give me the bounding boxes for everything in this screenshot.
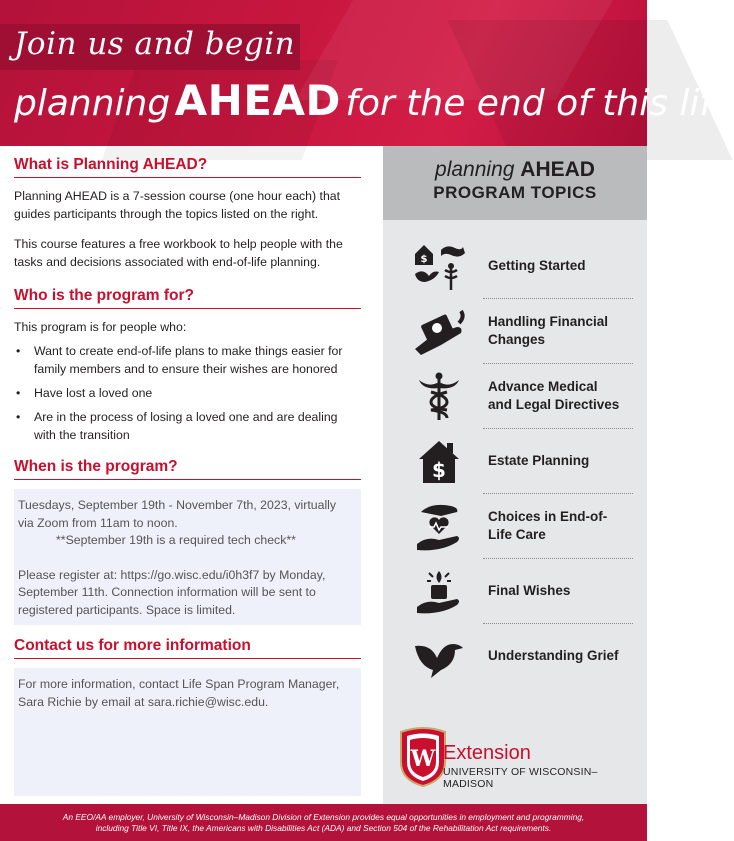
heart-hands-icon	[411, 500, 467, 552]
who-bullet-list	[14, 342, 361, 444]
headline-big: AHEAD	[174, 76, 341, 125]
topic-label: Final Wishes	[488, 583, 571, 598]
getting-started-icon	[411, 240, 467, 292]
house-dollar-icon	[411, 435, 467, 487]
list-item: • Want to create end-of-life plans to make things easier for family members and to ensure their wishes are honored	[14, 342, 361, 378]
when-infobox	[14, 489, 361, 625]
university-name: UNIVERSITY OF WISCONSIN–MADISON	[443, 766, 598, 790]
section-when-heading: When is the program?	[14, 458, 361, 480]
topic-label: Understanding Grief	[488, 648, 619, 663]
topic-label: Choices in End-of-Life Care	[488, 509, 608, 542]
topic-label: Handling Financial Changes	[488, 314, 609, 347]
crest-letter: W	[410, 746, 436, 772]
money-hand-icon	[411, 305, 467, 357]
footer-line-2: including Title VI, Title IX, the Americans with Disabilities Act (ADA) and Section 504 of the Rehabilitation Act requirements.	[95, 823, 552, 833]
footer	[0, 804, 647, 841]
headline-pre: planning	[14, 83, 171, 124]
contact-text: For more information, contact Life Span Program Manager, Sara Richie by email at sara.richie@wisc.edu.	[18, 677, 340, 709]
topic-label: Getting Started	[488, 258, 586, 273]
uw-crest-logo	[397, 726, 449, 788]
topics-sidebar	[383, 146, 647, 804]
topic-estate-planning	[383, 429, 647, 493]
list-item: • Are in the process of losing a loved one and are dealing with the transition	[14, 408, 361, 444]
extension-wordmark: Extension	[443, 742, 531, 764]
when-tech-check: **September 19th is a required tech check**	[56, 533, 296, 547]
section-contact-heading: Contact us for more information	[14, 637, 361, 659]
topics-heading-bold: AHEAD	[520, 158, 595, 181]
topics-header	[383, 146, 647, 220]
topic-end-of-life-care	[383, 494, 647, 558]
section-who-heading: Who is the program for?	[14, 287, 361, 309]
left-column	[14, 156, 361, 796]
section-what-heading: What is Planning AHEAD?	[14, 156, 361, 178]
caduceus-icon	[411, 370, 467, 422]
what-paragraph-1: Planning AHEAD is a 7-session course (one hour each) that guides participants through the topics listed on the right.	[14, 189, 341, 221]
when-register: Please register at: https://go.wisc.edu/i0h3f7 by Monday, September 11th. Connection information will be sent to registered participants. Space is limited.	[18, 567, 326, 617]
footer-line-1: An EEO/AA employer, University of Wisconsin–Madison Division of Extension provides equal opportunities in employment and programming,	[62, 812, 585, 822]
topic-handling-financial	[383, 299, 647, 363]
headline-post: for the end of this life	[345, 83, 734, 124]
topics-heading-line2: PROGRAM TOPICS	[433, 183, 597, 202]
header-banner	[0, 0, 734, 146]
topic-understanding-grief	[383, 624, 647, 688]
candle-hand-icon	[411, 565, 467, 617]
svg-text:$: $	[420, 254, 428, 265]
topic-getting-started	[383, 234, 647, 298]
what-paragraph-2: This course features a free workbook to help people with the tasks and decisions associated with end-of-life planning.	[14, 237, 343, 269]
headline	[14, 76, 734, 125]
who-intro: This program is for people who:	[14, 320, 187, 334]
topics-heading-italic: planning	[435, 158, 515, 181]
svg-text:$: $	[432, 458, 446, 482]
dove-icon	[411, 630, 467, 682]
topic-label: Advance Medical and Legal Directives	[488, 379, 620, 412]
tagline: Join us and begin	[14, 26, 296, 62]
topic-final-wishes	[383, 559, 647, 623]
topic-label: Estate Planning	[488, 453, 590, 468]
when-line-1: Tuesdays, September 19th - November 7th, 2023, virtually via Zoom from 11am to noon.	[18, 498, 337, 530]
list-item: • Have lost a loved one	[14, 384, 361, 402]
contact-infobox	[14, 668, 361, 796]
topic-advance-directives	[383, 364, 647, 428]
